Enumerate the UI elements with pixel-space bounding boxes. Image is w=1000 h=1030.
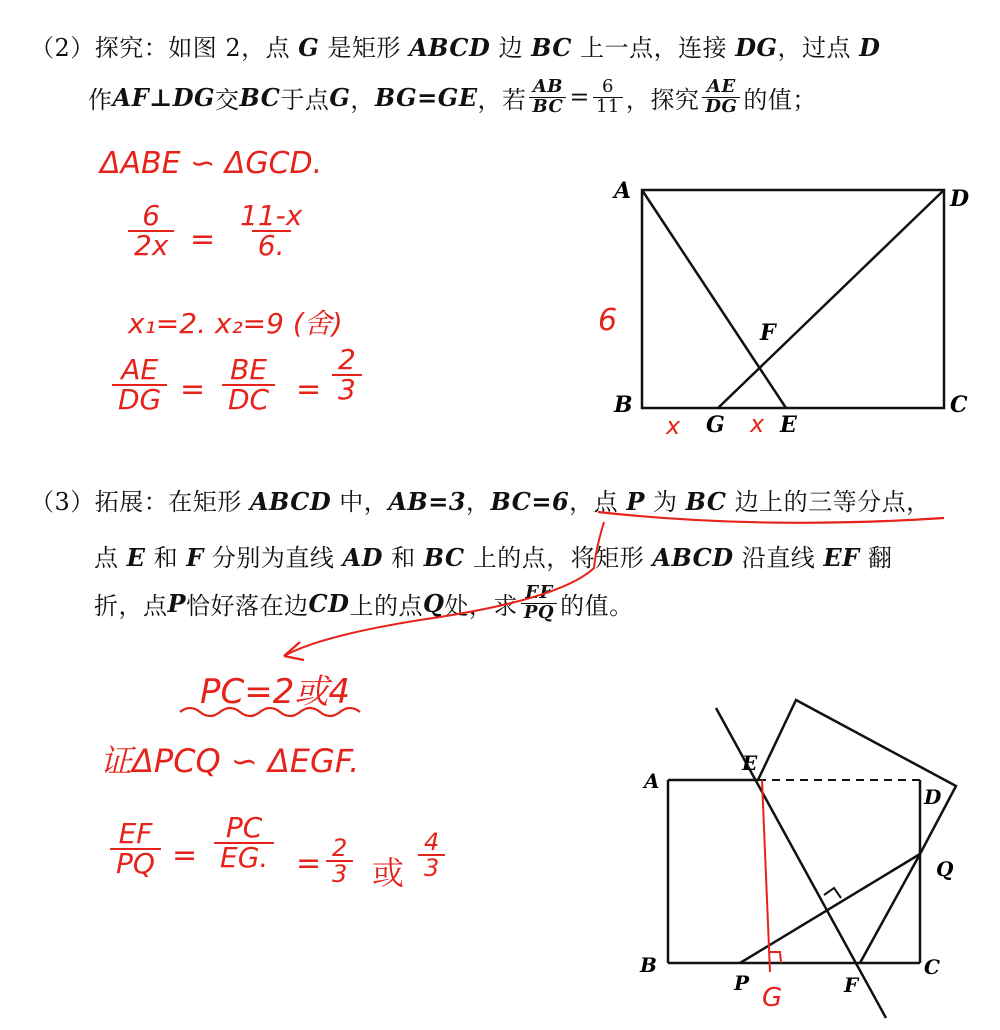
numerator: 11-x (240, 199, 303, 232)
label-b: B (640, 953, 657, 977)
math: G (329, 82, 351, 112)
numerator: AE (121, 353, 159, 386)
hw-side-6: 6 (598, 303, 618, 338)
math: BC=6 (490, 487, 570, 516)
numerator: 2 (338, 343, 356, 376)
label-p: P (734, 971, 750, 995)
text: 边上的三等分点， (726, 488, 931, 516)
text: 中， (331, 488, 389, 516)
hw-equals-5: = (296, 846, 322, 881)
text: ， (466, 488, 491, 516)
numerator: EF (118, 817, 153, 850)
text: 翻 (859, 544, 893, 572)
label-q: Q (936, 857, 954, 881)
denominator: 3 (332, 374, 362, 404)
hw-or: 或 (372, 854, 405, 892)
label-e: E (742, 751, 758, 775)
denominator: DC (222, 384, 275, 414)
hw-frac-ef-pq (110, 817, 161, 880)
math: BG=GE (374, 82, 478, 112)
numerator: 2 (332, 834, 348, 862)
text: 分别为直线 (203, 544, 343, 572)
text: ，若 (477, 85, 527, 114)
text: 沿直线 (733, 544, 824, 572)
math: DG (735, 33, 778, 62)
text: 上的点，将矩形 (464, 544, 653, 572)
numerator: AE (707, 76, 736, 97)
denominator: 3 (418, 854, 445, 880)
arrow-curve (284, 522, 604, 656)
denominator: DG (702, 97, 740, 117)
underline (598, 512, 944, 523)
hw-similar-triangles-2: ΔABE ∽ ΔGCD. (100, 146, 323, 181)
text: ，过点 (777, 34, 860, 62)
math: P (626, 487, 645, 516)
text: ， (350, 85, 375, 114)
hw-prove-similar: 证ΔPCQ ∽ ΔEGF. (100, 742, 360, 780)
math: AB=3 (388, 487, 467, 516)
text: ，探究 (625, 85, 700, 114)
math: BC (685, 487, 727, 516)
denominator: 6. (252, 230, 291, 260)
hw-x-1: x (666, 412, 681, 440)
text: （3）拓展：在矩形 (30, 488, 250, 516)
hw-equals-4: = (172, 838, 198, 873)
hw-equals-3: = (296, 372, 322, 407)
label-f: F (844, 973, 859, 997)
hw-pc-value: PC=2或4 (200, 672, 350, 712)
label-b: B (614, 392, 633, 418)
hw-frac-pc-eg (214, 811, 274, 874)
label-d: D (950, 186, 970, 212)
denominator: DG (112, 384, 167, 414)
hw-equals-1: = (190, 222, 216, 257)
label-a: A (614, 178, 632, 204)
text: 点 (94, 544, 127, 572)
numerator: 6 (142, 199, 161, 232)
text: = (569, 83, 590, 112)
math: AD (342, 543, 383, 572)
text: 和 (382, 544, 424, 572)
math: E (126, 543, 146, 572)
text: 恰好落在边 (186, 591, 309, 620)
denominator: 2x (128, 230, 174, 260)
math: BC (531, 33, 572, 62)
text: 于点 (280, 85, 330, 114)
math: P (167, 588, 187, 618)
text: 上一点，连接 (571, 34, 736, 62)
label-c: C (950, 392, 968, 418)
label-c: C (924, 955, 940, 979)
folded-part (758, 700, 956, 854)
text: ，点 (569, 488, 627, 516)
right-angle-mark (824, 888, 841, 898)
denominator: EG. (214, 842, 274, 872)
text: 边 (490, 34, 532, 62)
text: 作 (88, 85, 113, 114)
q3-figure (630, 690, 980, 1020)
text: 和 (145, 544, 187, 572)
numerator: BE (230, 353, 268, 386)
math: AF⊥DG (112, 82, 216, 112)
hw-equals-2: = (180, 372, 206, 407)
numerator: PC (225, 811, 263, 844)
text: 交 (215, 85, 240, 114)
math: F (186, 543, 204, 572)
math: Q (422, 588, 445, 618)
math: BC (239, 82, 281, 112)
denominator: 3 (326, 860, 353, 886)
math: BC (423, 543, 465, 572)
label-f: F (760, 320, 776, 346)
label-a: A (644, 769, 660, 793)
label-e: E (780, 412, 797, 438)
math: G (298, 33, 320, 62)
denominator: PQ (521, 603, 557, 623)
text: 是矩形 (319, 34, 410, 62)
denominator: 11 (593, 97, 623, 117)
numerator: 4 (424, 828, 440, 856)
denominator: PQ (110, 848, 161, 878)
hw-perpendicular-eg (762, 780, 770, 972)
hw-frac-4-3 (418, 830, 445, 880)
hw-label-g: G (762, 983, 783, 1013)
math: CD (308, 588, 350, 618)
math: ABCD (652, 543, 734, 572)
hw-right-angle (770, 952, 781, 963)
text: 的值。 (560, 591, 634, 620)
text: 处，求 (444, 591, 518, 620)
hw-x-2: x (750, 410, 765, 438)
numerator: 6 (601, 76, 614, 97)
math: D (859, 33, 881, 62)
segment-fq (860, 854, 920, 963)
text: 上的点 (349, 591, 423, 620)
label-d: D (924, 785, 942, 809)
math: EF (823, 543, 860, 572)
hw-frac-2-3b (326, 836, 353, 886)
math: ABCD (409, 33, 491, 62)
math: ABCD (249, 487, 332, 516)
label-g: G (706, 412, 725, 438)
numerator: EF (525, 582, 553, 603)
numerator: AB (532, 76, 564, 97)
text: 的值； (743, 85, 817, 114)
denominator: BC (529, 97, 566, 117)
text: （2）探究：如图 2，点 (30, 34, 299, 62)
hw-solutions: x₁=2. x₂=9 (舍) (128, 307, 343, 340)
text: 折，点 (94, 591, 168, 620)
text: 为 (644, 488, 686, 516)
